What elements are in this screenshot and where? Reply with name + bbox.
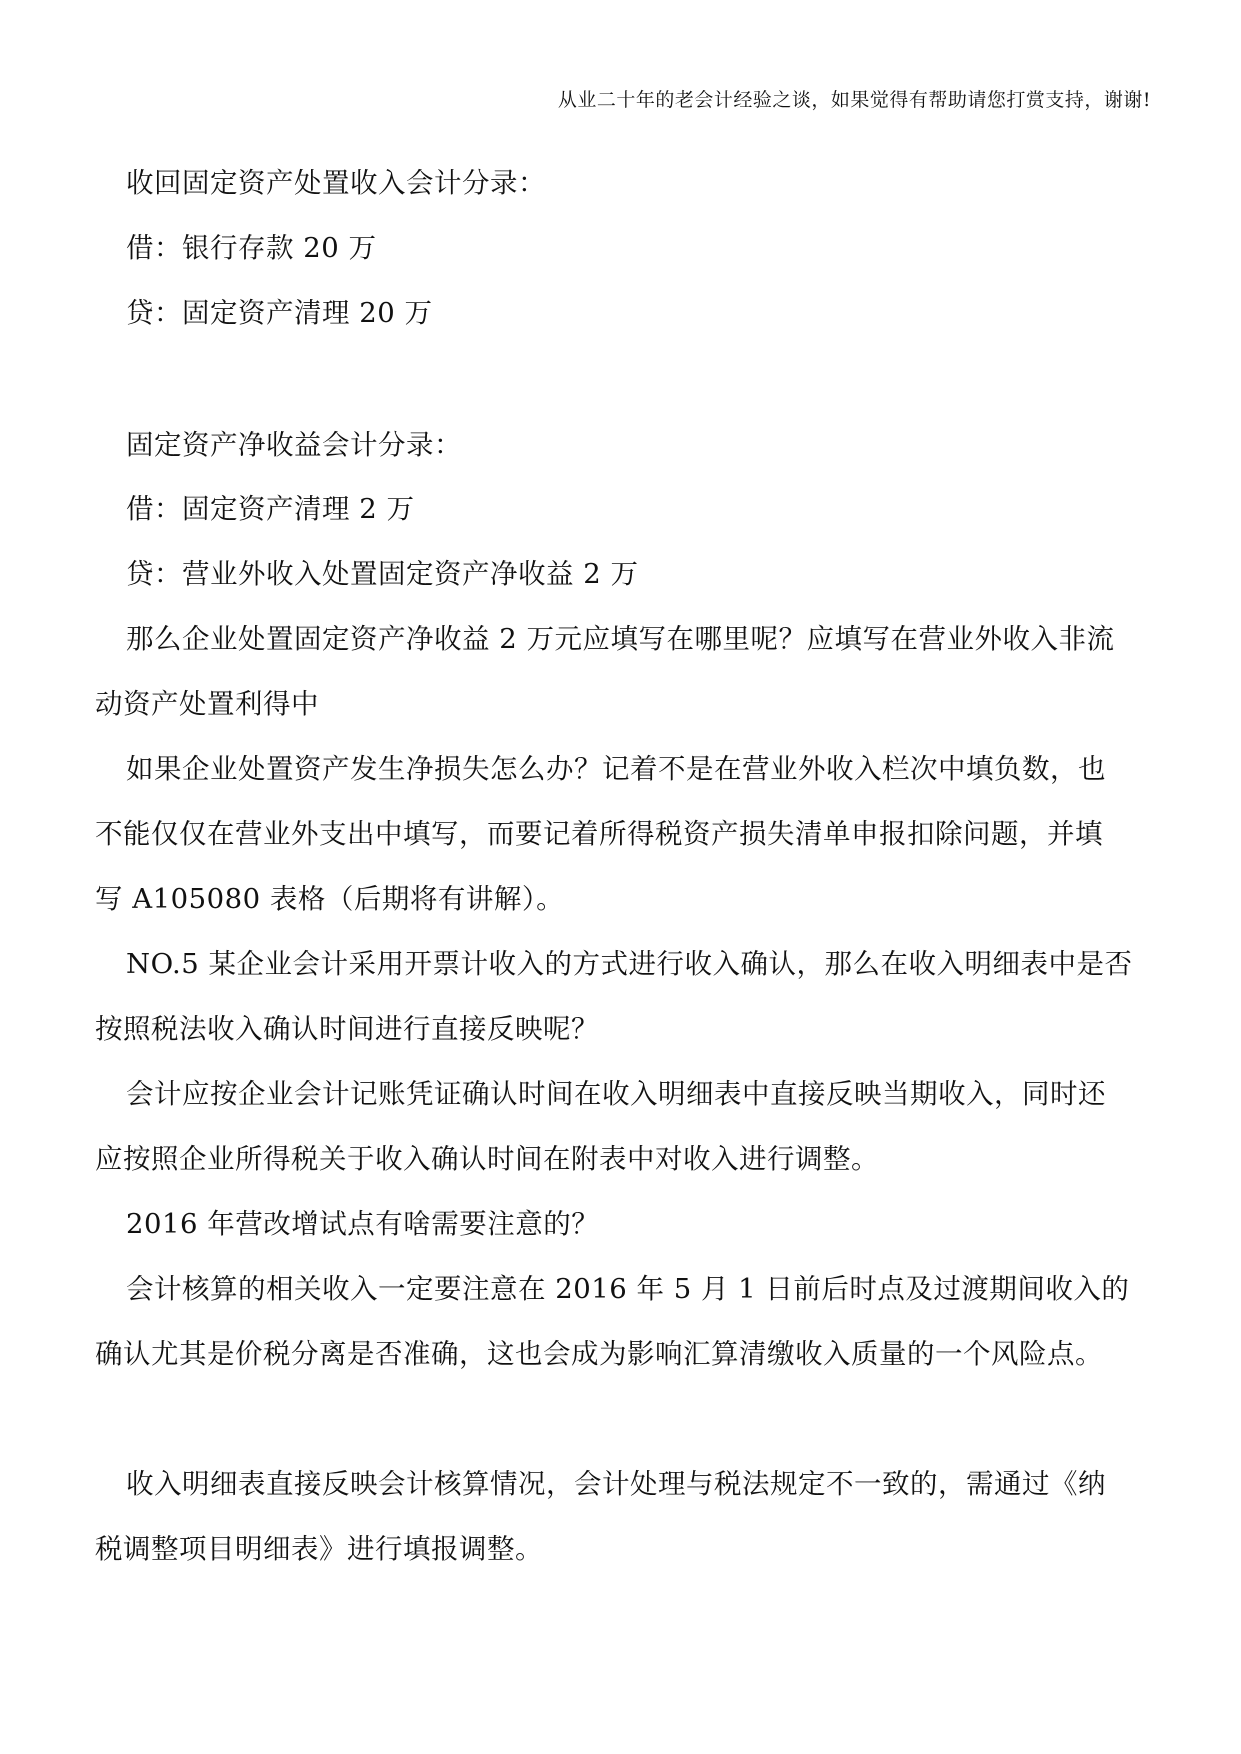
text-line: 写 A105080 表格（后期将有讲解）。 bbox=[95, 883, 565, 915]
text-line: 贷：营业外收入处置固定资产净收益 2 万 bbox=[126, 558, 639, 590]
text-line: 动资产处置利得中 bbox=[95, 688, 319, 720]
header-note: 从业二十年的老会计经验之谈，如果觉得有帮助请您打赏支持，谢谢! bbox=[557, 89, 1151, 111]
text-line: NO.5 某企业会计采用开票计收入的方式进行收入确认，那么在收入明细表中是否 bbox=[126, 948, 1133, 980]
text-line: 那么企业处置固定资产净收益 2 万元应填写在哪里呢？应填写在营业外收入非流 bbox=[126, 623, 1115, 655]
text-line: 借：银行存款 20 万 bbox=[126, 232, 377, 264]
text-line: 确认尤其是价税分离是否准确，这也会成为影响汇算清缴收入质量的一个风险点。 bbox=[95, 1338, 1103, 1370]
text-line: 固定资产净收益会计分录： bbox=[126, 429, 462, 461]
text-line: 借：固定资产清理 2 万 bbox=[126, 493, 415, 525]
text-line: 会计核算的相关收入一定要注意在 2016 年 5 月 1 日前后时点及过渡期间收入的 bbox=[126, 1273, 1130, 1305]
text-line: 收回固定资产处置收入会计分录： bbox=[126, 167, 546, 199]
text-line: 应按照企业所得税关于收入确认时间在附表中对收入进行调整。 bbox=[95, 1143, 879, 1175]
text-line: 不能仅仅在营业外支出中填写，而要记着所得税资产损失清单申报扣除问题，并填 bbox=[95, 818, 1103, 850]
text-line: 按照税法收入确认时间进行直接反映呢？ bbox=[95, 1013, 599, 1045]
text-line: 收入明细表直接反映会计核算情况，会计处理与税法规定不一致的，需通过《纳 bbox=[126, 1468, 1106, 1500]
text-line: 贷：固定资产清理 20 万 bbox=[126, 297, 433, 329]
text-line: 会计应按企业会计记账凭证确认时间在收入明细表中直接反映当期收入，同时还 bbox=[126, 1078, 1106, 1110]
text-line: 税调整项目明细表》进行填报调整。 bbox=[95, 1533, 543, 1565]
text-line: 2016 年营改增试点有啥需要注意的？ bbox=[126, 1208, 600, 1240]
text-line: 如果企业处置资产发生净损失怎么办？记着不是在营业外收入栏次中填负数，也 bbox=[126, 753, 1106, 785]
